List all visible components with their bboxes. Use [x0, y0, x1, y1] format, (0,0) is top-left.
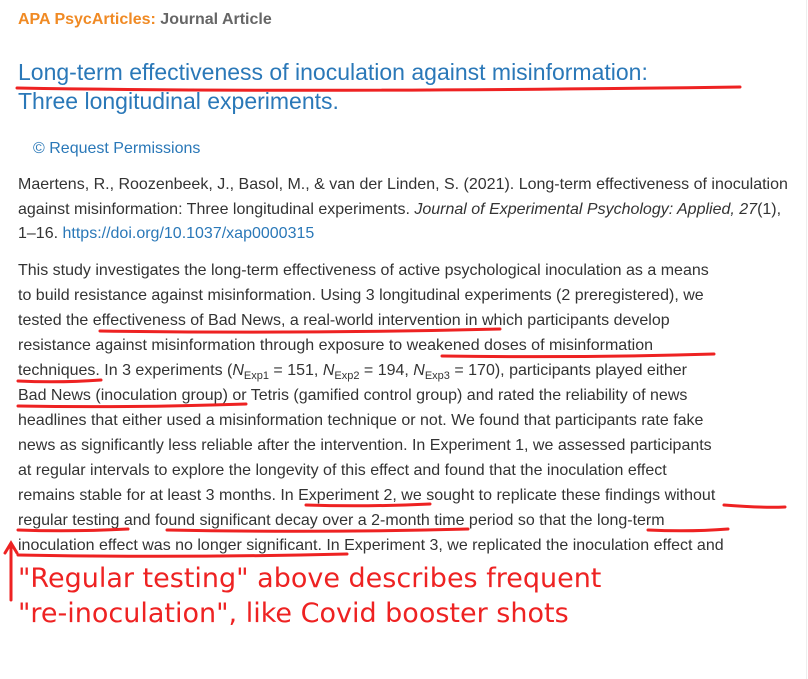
underline-weakened-doses [442, 354, 714, 357]
underline-techniques [18, 380, 101, 382]
database-name: APA PsycArticles: [18, 11, 156, 28]
underline-no-longer-significant [18, 554, 347, 556]
underline-title [17, 87, 740, 90]
abstract-line: Bad News (inoculation group) or Tetris (gamified control group) and rated the reliability of news [18, 387, 688, 404]
underline-long-term [648, 529, 728, 531]
doi-link[interactable]: https://doi.org/10.1037/xap0000315 [62, 225, 315, 242]
underline-effectiveness [100, 329, 500, 332]
document-type: Journal Article [160, 11, 272, 28]
n-subscript: Exp2 [334, 370, 360, 383]
title-line-2[interactable]: Three longitudinal experiments. [18, 88, 339, 114]
abstract-line: regular testing and found significant decay over a 2-month time period so that the long-term [18, 512, 665, 529]
title-line-1[interactable]: Long-term effectiveness of inoculation against misinformation: [18, 59, 648, 85]
abstract-line: inoculation effect was no longer significant. In Experiment 3, we replicated the inoculation effect and [18, 537, 724, 554]
n-value: = 151, [268, 362, 323, 379]
abstract-line: This study investigates the long-term effectiveness of active psychological inoculation as a means [18, 262, 709, 279]
abstract-line: tested the effectiveness of Bad News, a real-world intervention in which participants develop [18, 312, 670, 329]
underline-significant-decay [167, 529, 468, 531]
underline-regular-testing [18, 529, 128, 531]
abstract-line: to build resistance against misinformation. Using 3 longitudinal experiments (2 preregistered), we [18, 287, 704, 304]
abstract-line: headlines that either used a misinformation technique or not. We found that participants rate fake [18, 412, 704, 429]
underline-without [724, 505, 785, 507]
citation-journal: Journal of Experimental Psychology: Applied, [414, 200, 735, 218]
abstract-line: news as significantly less reliable after the intervention. In Experiment 1, we assessed participants [18, 437, 712, 454]
note-line-1: "Regular testing" above describes frequent [18, 563, 602, 594]
citation-volume: 27 [739, 200, 758, 218]
citation-issue-pages: (1), 1–16. [18, 200, 782, 242]
abstract-line: remains stable for at least 3 months. In Experiment 2, we sought to replicate these findings without [18, 487, 716, 504]
n-value: = 194, [359, 362, 414, 379]
n-symbol: N [232, 362, 244, 379]
underline-bad-news [18, 404, 246, 407]
abstract-text: techniques. In 3 experiments ( [18, 362, 233, 379]
n-subscript: Exp1 [243, 370, 269, 383]
abstract-line: at regular intervals to explore the longevity of this effect and found that the inoculation effect [18, 462, 667, 479]
n-value: = 170), participants played either [449, 362, 687, 379]
abstract-line: resistance against misinformation through exposure to weakened doses of misinformation [18, 337, 653, 354]
underline-experiment-2 [306, 504, 430, 506]
n-subscript: Exp3 [424, 370, 450, 383]
note-line-2: "re-inoculation", like Covid booster shots [18, 598, 569, 629]
n-symbol: N [322, 362, 335, 379]
citation-authors: Maertens, R., Roozenbeek, J., Basol, M., & van der Linden, S. (2021). Long-term effectiveness of inoculation against misinformation: Three longitudinal experiments. [18, 176, 788, 218]
n-symbol: N [413, 362, 425, 379]
handwritten-note [18, 561, 798, 631]
request-permissions-link[interactable]: © Request Permissions [33, 140, 201, 157]
